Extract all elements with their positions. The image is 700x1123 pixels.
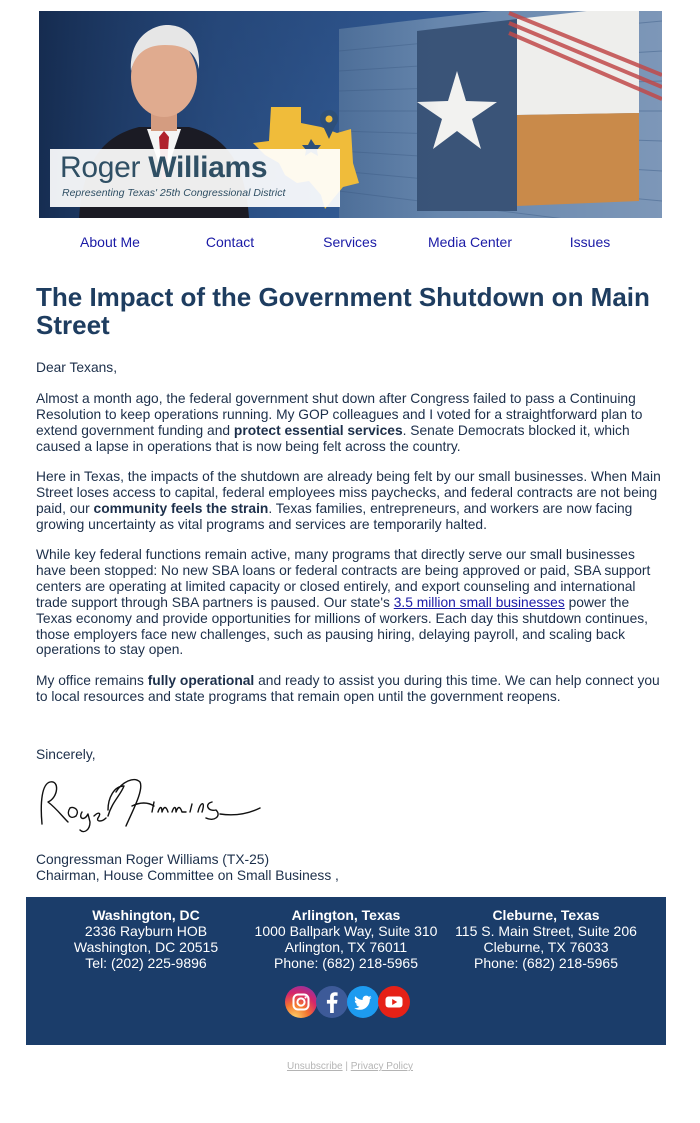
nav-issues[interactable]: Issues	[569, 234, 611, 250]
article-title: The Impact of the Government Shutdown on Main Street	[36, 282, 650, 340]
nav-media-center[interactable]: Media Center	[427, 234, 513, 250]
paragraph-2: Here in Texas, the impacts of the shutdown are already being felt by our small businesses. When Main Street loses access to capital, federal employees miss paychecks, and federal contracts are not being paid, our community feels the strain. Texas families, entrepreneurs, and workers are now facing growing uncertainty as vital programs and services are temporarily halted.	[36, 469, 661, 532]
paragraph-3: While key federal functions remain active, many programs that directly serve our small businesses have been stopped: No new SBA loans or federal contracts are being approved or paid, SBA support centers are operating at limited capacity or closed entirely, and export counseling and international trade support through SBA partners is paused. Our state's 3.5 million small businesses power the Texas economy and provide opportunities for millions of workers. Each day this shutdown continues, those employers face new challenges, such as pausing hiring, delaying payroll, and scaling back operations to stay open.	[36, 547, 651, 658]
twitter-icon[interactable]	[347, 986, 379, 1018]
office-cleburne	[446, 907, 646, 971]
privacy-policy-link[interactable]: Privacy Policy	[350, 1061, 413, 1072]
link-separator: |	[345, 1061, 348, 1072]
office-phone: Phone: (682) 218-5965	[274, 955, 418, 971]
small-businesses-link[interactable]: 3.5 million small businesses	[393, 594, 565, 610]
main-nav	[50, 234, 650, 254]
office-name: Cleburne, Texas	[492, 907, 600, 923]
office-address-line: Arlington, TX 76011	[284, 939, 408, 955]
brand-nameplate	[50, 149, 340, 207]
office-address-line: 2336 Rayburn HOB	[84, 923, 208, 939]
office-address-line: 115 S. Main Street, Suite 206	[455, 923, 637, 939]
greeting: Dear Texans,	[36, 360, 118, 375]
office-phone: Phone: (682) 218-5965	[474, 955, 618, 971]
nav-contact[interactable]: Contact	[205, 234, 255, 250]
signer-title: Chairman, House Committee on Small Business ,	[36, 868, 339, 883]
social-links	[285, 986, 411, 1018]
office-address-line: Washington, DC 20515	[73, 939, 219, 955]
office-name: Washington, DC	[92, 907, 200, 923]
office-address-line: Cleburne, TX 76033	[483, 939, 609, 955]
facebook-icon[interactable]	[316, 986, 348, 1018]
unsubscribe-link[interactable]: Unsubscribe	[286, 1061, 343, 1072]
footer-links	[0, 1061, 700, 1072]
brand-tagline: Representing Texas' 25th Congressional District	[62, 187, 286, 199]
office-arlington	[246, 907, 446, 971]
brand-name: Roger Williams	[60, 151, 268, 184]
office-address-line: 1000 Ballpark Way, Suite 310	[254, 923, 438, 939]
youtube-icon[interactable]	[378, 986, 410, 1018]
header-banner	[39, 11, 662, 218]
paragraph-1: Almost a month ago, the federal government shut down after Congress failed to pass a Continuing Resolution to keep operations running. My GOP colleagues and I voted for a straightforward plan to extend government funding and protect essential services. Senate Democrats blocked it, which caused a lapse in operations that is now being felt across the country.	[36, 391, 643, 454]
office-phone: Tel: (202) 225-9896	[85, 955, 207, 971]
nav-services[interactable]: Services	[323, 234, 377, 250]
signer-name: Congressman Roger Williams (TX-25)	[36, 852, 270, 867]
instagram-icon[interactable]	[285, 986, 317, 1018]
paragraph-4: My office remains fully operational and ready to assist you during this time. We can help connect you to local resources and state programs that remain open until the government reopens.	[36, 673, 660, 704]
handwritten-signature	[36, 772, 266, 841]
footer-contact-block	[26, 897, 666, 1045]
nav-about-me[interactable]: About Me	[80, 234, 140, 250]
closing: Sincerely,	[36, 747, 96, 762]
office-name: Arlington, Texas	[291, 907, 401, 923]
office-washington	[46, 907, 246, 971]
